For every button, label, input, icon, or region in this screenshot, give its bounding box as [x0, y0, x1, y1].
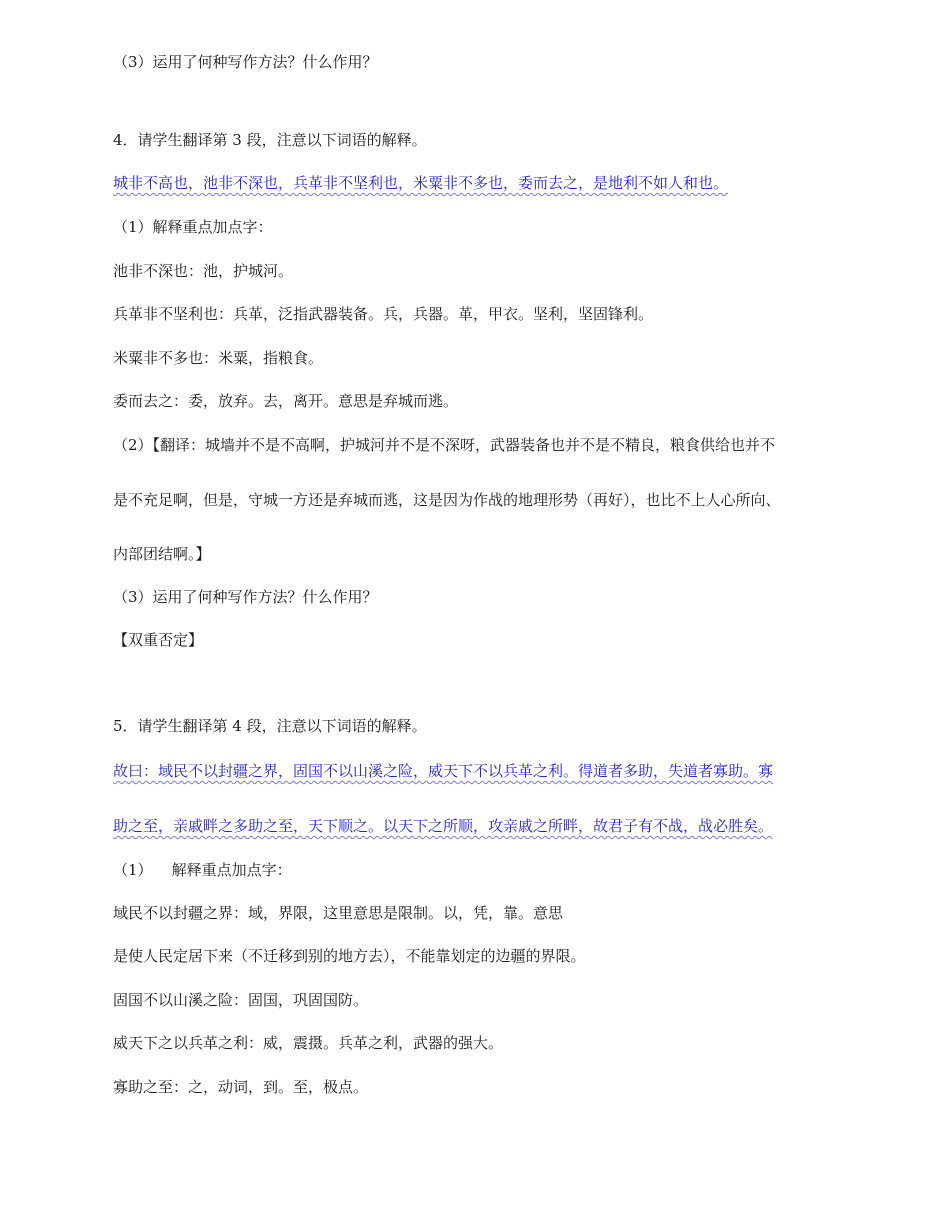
translation-line: （2）【翻译：城墙并不是不高啊，护城河并不是不深呀，武器装备也并不是不精良，粮食供给也并不: [113, 436, 776, 454]
original-text-line: 故曰：域民不以封疆之界，固国不以山溪之险，威天下不以兵革之利。得道者多助，失道者寡助。寡: [113, 762, 774, 780]
note-item: 域民不以封疆之界：域，界限，这里意思是限制。以，凭，靠。意思: [113, 904, 564, 922]
note-item: 池非不深也：池，护城河。: [113, 262, 294, 280]
note-item: 是使人民定居下来（不迁移到别的地方去），不能靠划定的边疆的界限。: [113, 947, 586, 965]
note-item: 米粟非不多也：米粟，指粮食。: [113, 349, 324, 367]
section-5-heading: 5．请学生翻译第 4 段，注意以下词语的解释。: [113, 717, 427, 735]
note-item: 兵革非不坚利也：兵革，泛指武器装备。兵，兵器。革，甲衣。坚利，坚固锋利。: [113, 305, 654, 323]
translation-line: 内部团结啊。】: [113, 545, 211, 563]
question-3-writing-method: （3）运用了何种写作方法？什么作用？: [113, 53, 378, 71]
note-item: 威天下之以兵革之利：威，震摄。兵革之利，武器的强大。: [113, 1034, 504, 1052]
answer-double-negative: 【双重否定】: [113, 631, 204, 649]
original-text-line: 助之至，亲戚畔之多助之至，天下顺之。以天下之所顺，攻亲戚之所畔，故君子有不战，战必胜矣。: [113, 817, 774, 835]
section-5-original-text: [113, 816, 773, 836]
note-item: 委而去之：委，放弃。去，离开。意思是弃城而逃。: [113, 392, 459, 410]
note-item: 固国不以山溪之险：固国，巩固国防。: [113, 991, 369, 1009]
section-5-sub1: （1） 解释重点加点字：: [113, 861, 292, 879]
section-4-original-text: [113, 173, 728, 193]
section-4-heading: 4．请学生翻译第 3 段，注意以下词语的解释。: [113, 131, 427, 149]
question-3-writing-method: （3）运用了何种写作方法？什么作用？: [113, 588, 378, 606]
note-item: 寡助之至：之，动词，到。至，极点。: [113, 1078, 369, 1096]
section-5-original-text: [113, 761, 773, 781]
section-4-sub1: （1）解释重点加点字：: [113, 218, 273, 236]
translation-line: 是不充足啊，但是，守城一方还是弃城而逃，这是因为作战的地理形势（再好），也比不上人心所向、: [113, 491, 781, 509]
original-text-line: 城非不高也，池非不深也，兵革非不坚利也，米粟非不多也，委而去之，是地利不如人和也。: [113, 174, 729, 192]
